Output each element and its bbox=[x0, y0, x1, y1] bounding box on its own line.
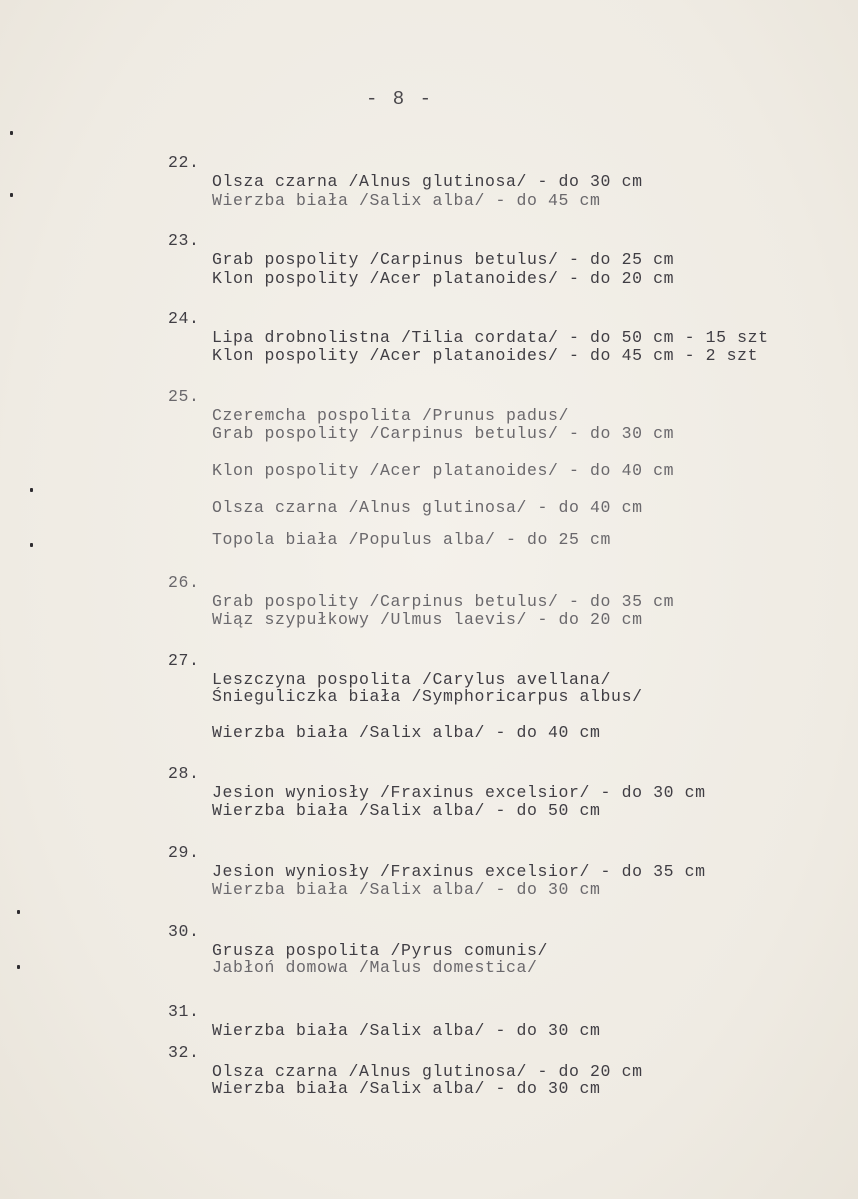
entry-number: 24. bbox=[168, 309, 200, 328]
entry-number: 27. bbox=[168, 651, 200, 670]
entry-line: Wiąz szypułkowy /Ulmus laevis/ - do 20 cm bbox=[212, 610, 643, 629]
entry-line: Grab pospolity /Carpinus betulus/ - do 30 cm bbox=[212, 424, 675, 443]
entry-line: Leszczyna pospolita /Carylus avellana/ bbox=[212, 670, 612, 689]
entry-number: 30. bbox=[168, 922, 200, 941]
entry-number: 28. bbox=[168, 764, 200, 783]
entry-number: 23. bbox=[168, 231, 200, 250]
margin-mark bbox=[17, 910, 20, 914]
entry-number: 32. bbox=[168, 1043, 200, 1062]
entry-number: 31. bbox=[168, 1002, 200, 1021]
entry-number: 26. bbox=[168, 573, 200, 592]
entry-line: Grab pospolity /Carpinus betulus/ - do 35 cm bbox=[212, 592, 675, 611]
entry-line: Klon pospolity /Acer platanoides/ - do 40 cm bbox=[212, 461, 675, 480]
margin-mark bbox=[10, 193, 13, 197]
entry-line: Jesion wyniosły /Fraxinus excelsior/ - do 35 cm bbox=[212, 862, 706, 881]
entry-line: Jabłoń domowa /Malus domestica/ bbox=[212, 958, 538, 977]
entry-line: Lipa drobnolistna /Tilia cordata/ - do 50 cm - 15 szt bbox=[212, 328, 769, 347]
entry-line: Wierzba biała /Salix alba/ - do 30 cm bbox=[212, 1079, 601, 1098]
entry-number: 25. bbox=[168, 387, 200, 406]
entry-line: Jesion wyniosły /Fraxinus excelsior/ - do 30 cm bbox=[212, 783, 706, 802]
entry-line: Olsza czarna /Alnus glutinosa/ - do 30 cm bbox=[212, 172, 643, 191]
entry-line: Wierzba biała /Salix alba/ - do 30 cm bbox=[212, 1021, 601, 1040]
entry-line: Wierzba biała /Salix alba/ - do 30 cm bbox=[212, 880, 601, 899]
entry-line: Grusza pospolita /Pyrus comunis/ bbox=[212, 941, 549, 960]
entry-line: Wierzba biała /Salix alba/ - do 45 cm bbox=[212, 191, 601, 210]
entry-line: Grab pospolity /Carpinus betulus/ - do 25 cm bbox=[212, 250, 675, 269]
entry-line: Śnieguliczka biała /Symphoricarpus albus/ bbox=[212, 687, 643, 706]
entry-line: Wierzba biała /Salix alba/ - do 50 cm bbox=[212, 801, 601, 820]
entry-number: 29. bbox=[168, 843, 200, 862]
entry-line: Klon pospolity /Acer platanoides/ - do 20 cm bbox=[212, 269, 675, 288]
entry-line: Czeremcha pospolita /Prunus padus/ bbox=[212, 406, 570, 425]
entry-line: Olsza czarna /Alnus glutinosa/ - do 40 cm bbox=[212, 498, 643, 517]
margin-mark bbox=[30, 488, 33, 492]
margin-mark bbox=[30, 543, 33, 547]
entry-line: Wierzba biała /Salix alba/ - do 40 cm bbox=[212, 723, 601, 742]
entry-line: Olsza czarna /Alnus glutinosa/ - do 20 cm bbox=[212, 1062, 643, 1081]
margin-mark bbox=[17, 965, 20, 969]
page-number: - 8 - bbox=[366, 88, 434, 110]
entry-number: 22. bbox=[168, 153, 200, 172]
margin-mark bbox=[10, 131, 13, 135]
entry-line: Klon pospolity /Acer platanoides/ - do 45 cm - 2 szt bbox=[212, 346, 759, 365]
entry-line: Topola biała /Populus alba/ - do 25 cm bbox=[212, 530, 612, 549]
